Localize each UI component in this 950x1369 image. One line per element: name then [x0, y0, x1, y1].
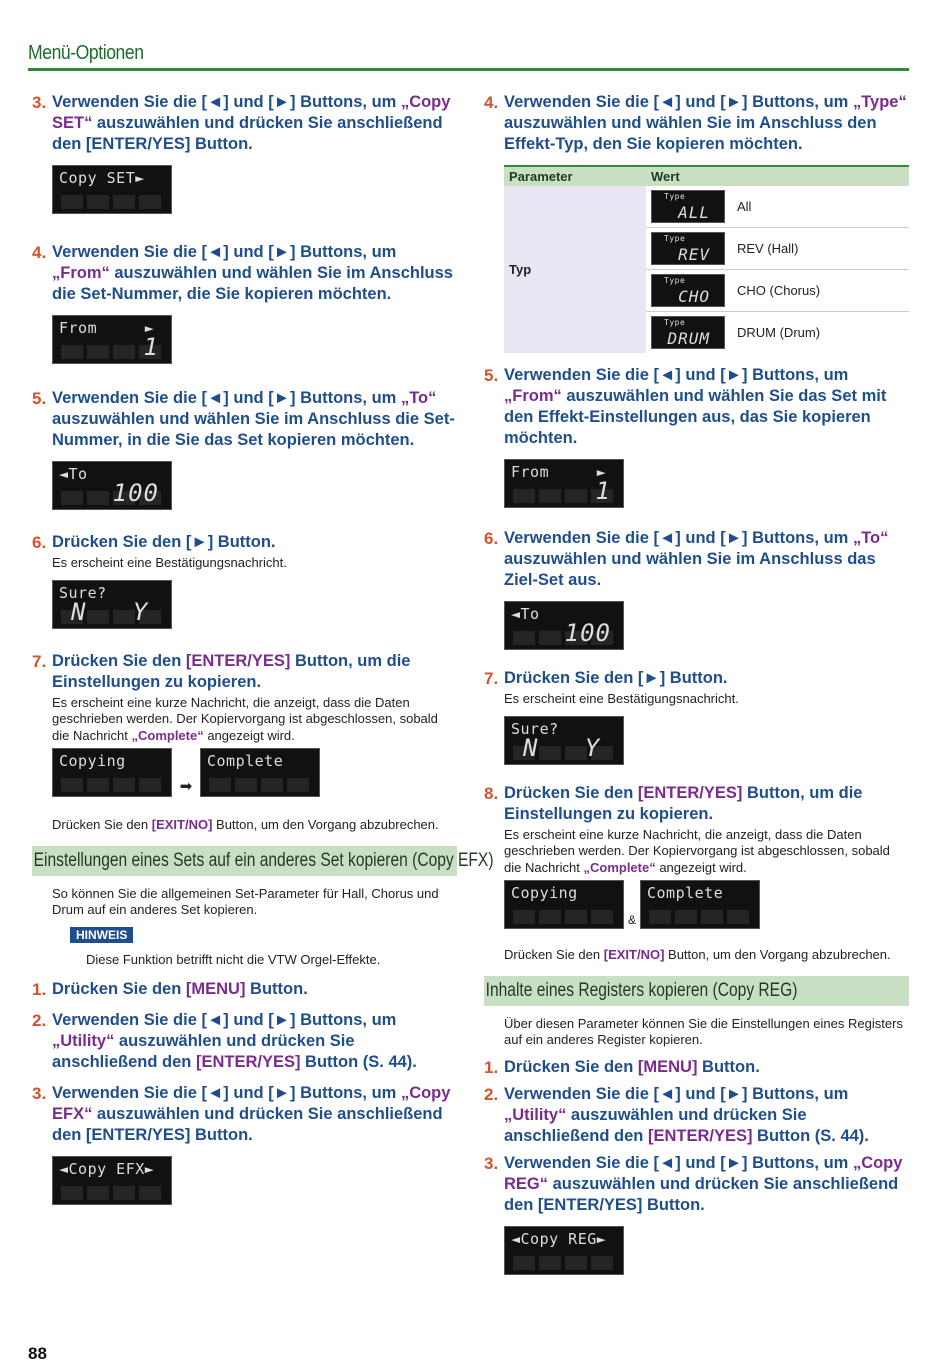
lcd-display: From ► 1: [504, 459, 624, 508]
step-4-from: [32, 242, 457, 305]
step-number: 8.: [484, 783, 499, 803]
lcd-display: ◄Copy REG►: [504, 1226, 624, 1275]
lcd-display: ◄To 100: [504, 601, 624, 650]
table-row: [504, 186, 909, 228]
section-heading: Inhalte eines Registers kopieren (Copy REG): [484, 976, 909, 1006]
step-number: 7.: [484, 669, 499, 688]
step-number: 3.: [32, 1083, 47, 1103]
lcd-display: Copying: [52, 748, 172, 797]
lcd-display: Copying: [504, 880, 624, 929]
step-text: Verwenden Sie die [◄] und [►] Buttons, um „Copy SET“ auszuwählen und drücken Sie anschließend den [ENTER/YES] Button.: [52, 93, 451, 153]
lcd-display: Sure? N Y: [504, 716, 624, 765]
note-badge: HINWEIS: [70, 927, 133, 943]
step-number: 2.: [32, 1010, 47, 1030]
step-3-copy-set: [32, 92, 457, 155]
table-cell: [646, 270, 909, 312]
page-header: [28, 42, 909, 71]
step-text: Drücken Sie den [►] Button.: [52, 533, 276, 551]
step-number: 6.: [484, 529, 499, 548]
table-header: Wert: [646, 166, 909, 186]
step-text: Verwenden Sie die [◄] und [►] Buttons, um „From“ auszuwählen und wählen Sie im Anschluss die Set-Nummer, die Sie kopieren möchten.: [52, 243, 453, 303]
lcd-display: Copy SET►: [52, 165, 172, 214]
lcd-display: Type CHO: [651, 274, 725, 307]
left-column: [32, 92, 494, 1205]
page-number: 88: [28, 1344, 47, 1363]
lcd-display: From ► 1: [52, 315, 172, 364]
value-label: DRUM (Drum): [737, 325, 821, 340]
step-text: Verwenden Sie die [◄] und [►] Buttons, um „Copy REG“ auszuwählen und drücken Sie anschließend den [ENTER/YES] Button.: [504, 1153, 903, 1214]
exit-note: Drücken Sie den [EXIT/NO] Button, um den Vorgang abzubrechen.: [504, 947, 891, 962]
arrow-right-icon: ➡: [179, 778, 193, 795]
step-4-type: [484, 92, 909, 155]
step-description: Es erscheint eine Bestätigungsnachricht.: [504, 691, 739, 706]
step-5-to: [32, 388, 457, 451]
exit-note: Drücken Sie den [EXIT/NO] Button, um den Vorgang abzubrechen.: [52, 817, 439, 832]
step-description: Es erscheint eine kurze Nachricht, die anzeigt, dass die Daten geschrieben werden. Der Kopiervorgang ist abgeschlossen, sobald die Nachricht „Complete“ angezeigt wird.: [504, 826, 890, 875]
right-column: [484, 92, 909, 1275]
section-description: So können Sie die allgemeinen Set-Parameter für Hall, Chorus und Drum auf ein anderes Set kopieren.: [52, 885, 439, 917]
step-text: Verwenden Sie die [◄] und [►] Buttons, um „Utility“ auszuwählen und drücken Sie anschließend den [ENTER/YES] Button (S. 44).: [52, 1010, 417, 1071]
step-8-enter: [484, 783, 909, 825]
step-text: Drücken Sie den [►] Button.: [504, 669, 728, 687]
note-text: Diese Funktion betrifft nicht die VTW Orgel-Effekte.: [86, 951, 381, 967]
step-text: Drücken Sie den [ENTER/YES] Button, um die Einstellungen zu kopieren.: [52, 651, 411, 691]
lcd-display: ◄Copy EFX►: [52, 1156, 172, 1205]
step-7-enter: [32, 651, 457, 693]
step-5-from: [484, 365, 909, 449]
step-number: 6.: [32, 533, 47, 552]
step-text: Verwenden Sie die [◄] und [►] Buttons, um „To“ auszuwählen und wählen Sie im Anschluss die Set-Nummer, in die Sie das Set kopieren möchten.: [52, 389, 455, 449]
step-number: 4.: [32, 243, 47, 262]
step-6-confirm: [32, 532, 457, 553]
step-1-menu: [32, 979, 457, 1000]
step-text: Verwenden Sie die [◄] und [►] Buttons, um „Type“ auszuwählen und wählen Sie im Anschluss den Effekt-Typ, den Sie kopieren möchten.: [504, 93, 907, 153]
step-number: 1.: [484, 1057, 499, 1077]
lcd-display: Type ALL: [651, 190, 725, 223]
step-1-menu: [484, 1057, 909, 1078]
step-number: 5.: [484, 366, 499, 385]
param-name: Typ: [504, 186, 646, 353]
header-title: Menü-Optionen: [28, 42, 144, 64]
lcd-display: Complete: [200, 748, 320, 797]
lcd-display: Sure? N Y: [52, 580, 172, 629]
step-3-copy-reg: [484, 1153, 909, 1216]
step-text: Verwenden Sie die [◄] und [►] Buttons, um „Utility“ auszuwählen und drücken Sie anschließend den [ENTER/YES] Button (S. 44).: [504, 1084, 869, 1145]
step-6-to: [484, 528, 909, 591]
step-number: 1.: [32, 979, 47, 999]
step-number: 4.: [484, 93, 499, 112]
step-7-confirm: [484, 668, 909, 689]
step-number: 2.: [484, 1084, 499, 1104]
table-header-row: [504, 166, 909, 186]
table-header: Parameter: [504, 166, 646, 186]
step-text: Verwenden Sie die [◄] und [►] Buttons, um „To“ auszuwählen und wählen Sie im Anschluss das Ziel-Set aus.: [504, 529, 889, 589]
step-text: Verwenden Sie die [◄] und [►] Buttons, um „Copy EFX“ auszuwählen und drücken Sie anschließend den [ENTER/YES] Button.: [52, 1083, 451, 1144]
table-cell: [646, 228, 909, 270]
step-2-utility: [32, 1010, 457, 1073]
step-text: Drücken Sie den [ENTER/YES] Button, um die Einstellungen zu kopieren.: [504, 783, 863, 823]
step-description: Es erscheint eine Bestätigungsnachricht.: [52, 555, 287, 570]
step-number: 3.: [484, 1153, 499, 1173]
table-cell: [646, 312, 909, 354]
value-label: REV (Hall): [737, 241, 799, 256]
table-cell: [646, 186, 909, 228]
step-number: 5.: [32, 389, 47, 408]
step-2-utility: [484, 1084, 909, 1147]
lcd-sequence: [52, 748, 457, 797]
step-number: 3.: [32, 93, 47, 112]
lcd-display: Type REV: [651, 232, 725, 265]
lcd-display: ◄To 100: [52, 461, 172, 510]
step-text: Verwenden Sie die [◄] und [►] Buttons, um „From“ auszuwählen und wählen Sie das Set mit den Effekt-Einstellungen aus, das Sie kopieren möchten.: [504, 366, 887, 447]
step-number: 7.: [32, 651, 47, 671]
section-heading: Einstellungen eines Sets auf ein anderes Set kopieren (Copy EFX): [32, 846, 457, 876]
step-text: Drücken Sie den [MENU] Button.: [504, 1057, 760, 1076]
lcd-display: Complete: [640, 880, 760, 929]
lcd-sequence: [504, 880, 909, 929]
parameter-table: [504, 165, 909, 353]
step-3-copy-efx: [32, 1083, 457, 1146]
step-text: Drücken Sie den [MENU] Button.: [52, 979, 308, 998]
value-label: All: [737, 199, 752, 214]
section-description: Über diesen Parameter können Sie die Einstellungen eines Registers auf ein anderes Register kopieren.: [504, 1015, 903, 1047]
arrow-icon: &: [627, 913, 636, 927]
lcd-display: Type DRUM: [651, 316, 725, 349]
value-label: CHO (Chorus): [737, 283, 821, 298]
step-description: Es erscheint eine kurze Nachricht, die anzeigt, dass die Daten geschrieben werden. Der Kopiervorgang ist abgeschlossen, sobald die Nachricht „Complete“ angezeigt wird.: [52, 694, 438, 743]
